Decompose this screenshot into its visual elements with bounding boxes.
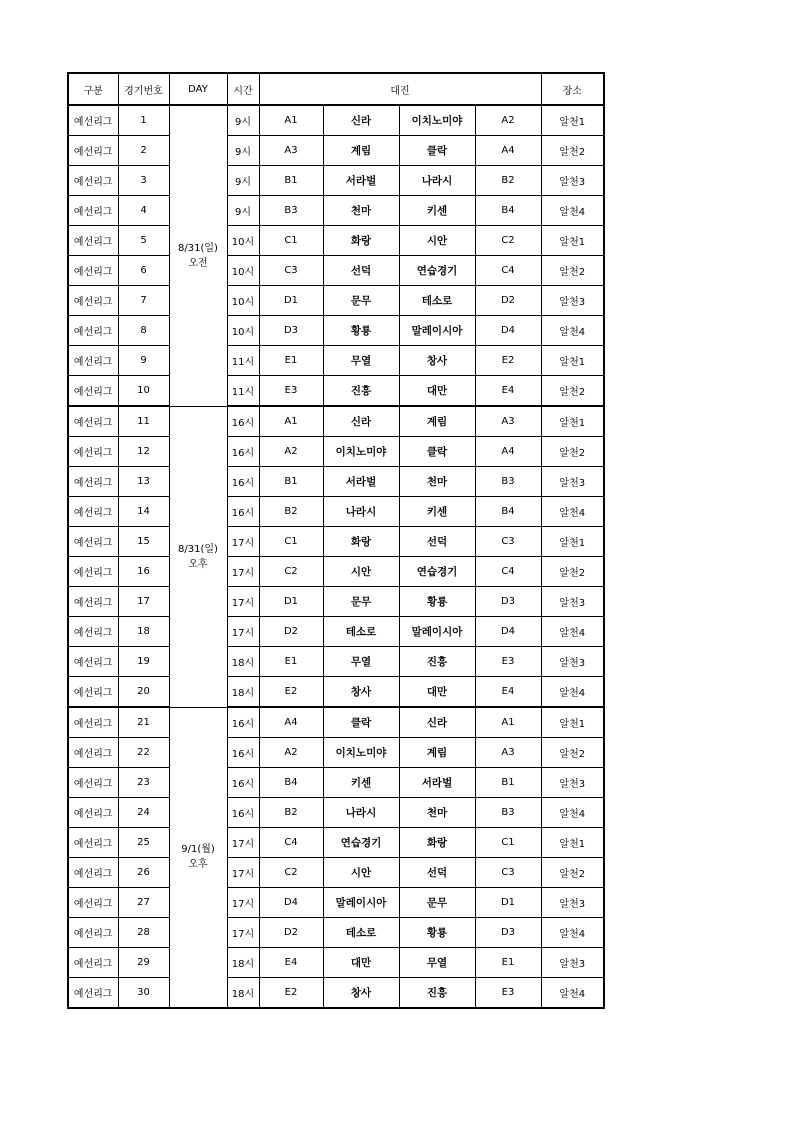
venue-cell: 알천4 [541,677,604,708]
time-cell: 16시 [227,768,259,798]
time-cell: 10시 [227,316,259,346]
category-cell: 예선리그 [68,166,118,196]
team-a-cell: 신라 [323,105,399,136]
team-b-cell: 키센 [399,196,475,226]
team-a-cell: 선덕 [323,256,399,286]
category-cell: 예선리그 [68,617,118,647]
schedule-body [68,105,604,1008]
day-cell [169,707,227,1008]
table-row [68,105,604,136]
seed-a-cell: E1 [259,346,323,376]
header-day: DAY [169,73,227,105]
team-b-cell: 이치노미야 [399,105,475,136]
category-cell: 예선리그 [68,467,118,497]
team-b-cell: 서라벌 [399,768,475,798]
match-no-cell: 18 [118,617,169,647]
match-no-cell: 23 [118,768,169,798]
team-b-cell: 선덕 [399,527,475,557]
team-b-cell: 대만 [399,677,475,708]
seed-b-cell: E4 [475,677,541,708]
table-row [68,617,604,647]
team-a-cell: 이치노미야 [323,437,399,467]
match-no-cell: 6 [118,256,169,286]
team-a-cell: 화랑 [323,527,399,557]
session-label: 오후 [188,558,208,570]
seed-a-cell: C2 [259,557,323,587]
team-a-cell: 문무 [323,587,399,617]
venue-cell: 알천2 [541,136,604,166]
venue-cell: 알천3 [541,768,604,798]
time-cell: 18시 [227,677,259,708]
venue-cell: 알천1 [541,226,604,256]
table-row [68,497,604,527]
team-a-cell: 황룡 [323,316,399,346]
team-b-cell: 황룡 [399,587,475,617]
table-row [68,918,604,948]
seed-a-cell: C3 [259,256,323,286]
time-cell: 10시 [227,226,259,256]
seed-b-cell: A4 [475,136,541,166]
team-b-cell: 나라시 [399,166,475,196]
schedule-table [67,72,605,1009]
team-b-cell: 진흥 [399,647,475,677]
header-category: 구분 [68,73,118,105]
category-cell: 예선리그 [68,136,118,166]
venue-cell: 알천4 [541,978,604,1009]
header-matchup: 대진 [259,73,541,105]
table-row [68,166,604,196]
category-cell: 예선리그 [68,105,118,136]
seed-a-cell: D4 [259,888,323,918]
seed-a-cell: E2 [259,978,323,1009]
match-no-cell: 8 [118,316,169,346]
team-a-cell: 천마 [323,196,399,226]
match-no-cell: 1 [118,105,169,136]
header-row [68,73,604,105]
table-row [68,647,604,677]
seed-b-cell: E1 [475,948,541,978]
category-cell: 예선리그 [68,256,118,286]
venue-cell: 알천4 [541,617,604,647]
seed-b-cell: A3 [475,406,541,437]
team-b-cell: 말레이시아 [399,316,475,346]
seed-a-cell: C2 [259,858,323,888]
table-row [68,858,604,888]
time-cell: 11시 [227,376,259,407]
team-a-cell: 서라벌 [323,467,399,497]
header-venue: 장소 [541,73,604,105]
category-cell: 예선리그 [68,828,118,858]
team-a-cell: 계림 [323,136,399,166]
team-b-cell: 테소로 [399,286,475,316]
team-b-cell: 클락 [399,136,475,166]
team-b-cell: 키센 [399,497,475,527]
team-b-cell: 천마 [399,467,475,497]
seed-a-cell: A1 [259,406,323,437]
team-a-cell: 서라벌 [323,166,399,196]
time-cell: 17시 [227,587,259,617]
venue-cell: 알천3 [541,166,604,196]
venue-cell: 알천3 [541,587,604,617]
time-cell: 10시 [227,286,259,316]
venue-cell: 알천2 [541,437,604,467]
time-cell: 17시 [227,828,259,858]
match-no-cell: 3 [118,166,169,196]
time-cell: 16시 [227,406,259,437]
venue-cell: 알천4 [541,497,604,527]
match-no-cell: 19 [118,647,169,677]
category-cell: 예선리그 [68,527,118,557]
match-no-cell: 24 [118,798,169,828]
venue-cell: 알천2 [541,557,604,587]
team-b-cell: 계림 [399,738,475,768]
team-a-cell: 시안 [323,557,399,587]
time-cell: 17시 [227,888,259,918]
category-cell: 예선리그 [68,798,118,828]
venue-cell: 알천1 [541,105,604,136]
seed-a-cell: A2 [259,437,323,467]
table-row [68,437,604,467]
time-cell: 11시 [227,346,259,376]
day-cell [169,406,227,707]
seed-b-cell: C1 [475,828,541,858]
category-cell: 예선리그 [68,316,118,346]
seed-b-cell: B3 [475,798,541,828]
match-no-cell: 21 [118,707,169,738]
category-cell: 예선리그 [68,707,118,738]
seed-a-cell: B2 [259,497,323,527]
team-a-cell: 시안 [323,858,399,888]
seed-a-cell: D2 [259,918,323,948]
team-a-cell: 테소로 [323,918,399,948]
category-cell: 예선리그 [68,437,118,467]
venue-cell: 알천3 [541,286,604,316]
seed-a-cell: B3 [259,196,323,226]
time-cell: 17시 [227,617,259,647]
seed-b-cell: A2 [475,105,541,136]
team-b-cell: 화랑 [399,828,475,858]
match-no-cell: 28 [118,918,169,948]
category-cell: 예선리그 [68,497,118,527]
venue-cell: 알천1 [541,707,604,738]
seed-b-cell: B1 [475,768,541,798]
team-a-cell: 무열 [323,647,399,677]
match-no-cell: 2 [118,136,169,166]
match-no-cell: 25 [118,828,169,858]
category-cell: 예선리그 [68,346,118,376]
session-label: 오전 [188,257,208,269]
team-b-cell: 선덕 [399,858,475,888]
time-cell: 9시 [227,196,259,226]
category-cell: 예선리그 [68,888,118,918]
table-row [68,527,604,557]
time-cell: 18시 [227,948,259,978]
category-cell: 예선리그 [68,286,118,316]
seed-b-cell: C3 [475,858,541,888]
seed-b-cell: D3 [475,918,541,948]
team-b-cell: 천마 [399,798,475,828]
seed-b-cell: C3 [475,527,541,557]
seed-b-cell: C4 [475,256,541,286]
seed-a-cell: B4 [259,768,323,798]
day-label: 9/1(월) [181,844,215,856]
team-a-cell: 문무 [323,286,399,316]
seed-a-cell: C1 [259,527,323,557]
seed-b-cell: A4 [475,437,541,467]
category-cell: 예선리그 [68,978,118,1009]
team-b-cell: 계림 [399,406,475,437]
time-cell: 17시 [227,858,259,888]
time-cell: 17시 [227,918,259,948]
time-cell: 16시 [227,437,259,467]
seed-b-cell: E2 [475,346,541,376]
category-cell: 예선리그 [68,858,118,888]
match-no-cell: 7 [118,286,169,316]
table-row [68,738,604,768]
category-cell: 예선리그 [68,196,118,226]
seed-a-cell: A3 [259,136,323,166]
venue-cell: 알천1 [541,828,604,858]
time-cell: 10시 [227,256,259,286]
match-no-cell: 13 [118,467,169,497]
match-no-cell: 10 [118,376,169,407]
match-no-cell: 27 [118,888,169,918]
time-cell: 16시 [227,798,259,828]
team-a-cell: 나라시 [323,798,399,828]
table-row [68,677,604,708]
seed-a-cell: E1 [259,647,323,677]
match-no-cell: 4 [118,196,169,226]
table-row [68,286,604,316]
day-cell [169,105,227,406]
team-b-cell: 황룡 [399,918,475,948]
team-a-cell: 신라 [323,406,399,437]
time-cell: 18시 [227,978,259,1009]
seed-b-cell: E4 [475,376,541,407]
match-no-cell: 22 [118,738,169,768]
venue-cell: 알천2 [541,738,604,768]
category-cell: 예선리그 [68,738,118,768]
time-cell: 16시 [227,707,259,738]
venue-cell: 알천4 [541,196,604,226]
time-cell: 18시 [227,647,259,677]
venue-cell: 알천2 [541,376,604,407]
session-label: 오후 [188,859,208,871]
match-no-cell: 29 [118,948,169,978]
seed-b-cell: D3 [475,587,541,617]
team-a-cell: 창사 [323,677,399,708]
category-cell: 예선리그 [68,406,118,437]
table-row [68,557,604,587]
table-row [68,196,604,226]
seed-a-cell: E4 [259,948,323,978]
table-row [68,406,604,437]
table-row [68,467,604,497]
seed-a-cell: D1 [259,286,323,316]
team-a-cell: 연습경기 [323,828,399,858]
category-cell: 예선리그 [68,376,118,407]
team-b-cell: 진흥 [399,978,475,1009]
time-cell: 17시 [227,557,259,587]
seed-a-cell: C1 [259,226,323,256]
match-no-cell: 20 [118,677,169,708]
seed-b-cell: B2 [475,166,541,196]
seed-a-cell: B1 [259,467,323,497]
seed-b-cell: A3 [475,738,541,768]
team-a-cell: 이치노미야 [323,738,399,768]
venue-cell: 알천3 [541,948,604,978]
table-row [68,768,604,798]
time-cell: 9시 [227,105,259,136]
seed-a-cell: A4 [259,707,323,738]
team-b-cell: 창사 [399,346,475,376]
match-no-cell: 9 [118,346,169,376]
seed-a-cell: B2 [259,798,323,828]
team-b-cell: 클락 [399,437,475,467]
match-no-cell: 11 [118,406,169,437]
seed-a-cell: D3 [259,316,323,346]
day-label: 8/31(일) [178,543,218,555]
category-cell: 예선리그 [68,587,118,617]
match-no-cell: 14 [118,497,169,527]
team-a-cell: 무열 [323,346,399,376]
team-a-cell: 창사 [323,978,399,1009]
match-no-cell: 30 [118,978,169,1009]
seed-a-cell: E3 [259,376,323,407]
table-row [68,707,604,738]
team-a-cell: 말레이시아 [323,888,399,918]
table-row [68,888,604,918]
table-row [68,256,604,286]
match-no-cell: 5 [118,226,169,256]
table-row [68,978,604,1009]
venue-cell: 알천3 [541,647,604,677]
match-no-cell: 17 [118,587,169,617]
match-no-cell: 26 [118,858,169,888]
seed-b-cell: D4 [475,316,541,346]
table-row [68,587,604,617]
seed-a-cell: D2 [259,617,323,647]
team-b-cell: 연습경기 [399,557,475,587]
time-cell: 16시 [227,467,259,497]
time-cell: 9시 [227,166,259,196]
team-a-cell: 클락 [323,707,399,738]
team-b-cell: 말레이시아 [399,617,475,647]
team-a-cell: 테소로 [323,617,399,647]
table-row [68,136,604,166]
table-row [68,226,604,256]
table-row [68,316,604,346]
time-cell: 16시 [227,497,259,527]
seed-b-cell: A1 [475,707,541,738]
venue-cell: 알천1 [541,406,604,437]
seed-b-cell: C2 [475,226,541,256]
table-row [68,828,604,858]
venue-cell: 알천3 [541,467,604,497]
team-a-cell: 화랑 [323,226,399,256]
seed-b-cell: E3 [475,647,541,677]
venue-cell: 알천2 [541,858,604,888]
seed-b-cell: D2 [475,286,541,316]
time-cell: 17시 [227,527,259,557]
venue-cell: 알천4 [541,316,604,346]
category-cell: 예선리그 [68,768,118,798]
table-row [68,798,604,828]
category-cell: 예선리그 [68,948,118,978]
team-b-cell: 문무 [399,888,475,918]
day-label: 8/31(일) [178,242,218,254]
venue-cell: 알천3 [541,888,604,918]
seed-a-cell: A2 [259,738,323,768]
category-cell: 예선리그 [68,226,118,256]
team-b-cell: 대만 [399,376,475,407]
seed-b-cell: E3 [475,978,541,1009]
seed-a-cell: A1 [259,105,323,136]
seed-b-cell: D1 [475,888,541,918]
category-cell: 예선리그 [68,647,118,677]
team-b-cell: 신라 [399,707,475,738]
team-a-cell: 진흥 [323,376,399,407]
seed-a-cell: C4 [259,828,323,858]
match-no-cell: 15 [118,527,169,557]
team-a-cell: 대만 [323,948,399,978]
match-no-cell: 16 [118,557,169,587]
table-row [68,948,604,978]
team-a-cell: 나라시 [323,497,399,527]
team-a-cell: 키센 [323,768,399,798]
time-cell: 16시 [227,738,259,768]
header-match-no: 경기번호 [118,73,169,105]
category-cell: 예선리그 [68,918,118,948]
venue-cell: 알천4 [541,918,604,948]
seed-b-cell: B3 [475,467,541,497]
match-no-cell: 12 [118,437,169,467]
category-cell: 예선리그 [68,557,118,587]
venue-cell: 알천1 [541,346,604,376]
team-b-cell: 시안 [399,226,475,256]
seed-a-cell: B1 [259,166,323,196]
seed-b-cell: B4 [475,196,541,226]
seed-b-cell: C4 [475,557,541,587]
time-cell: 9시 [227,136,259,166]
venue-cell: 알천1 [541,527,604,557]
seed-b-cell: B4 [475,497,541,527]
seed-b-cell: D4 [475,617,541,647]
header-time: 시간 [227,73,259,105]
seed-a-cell: D1 [259,587,323,617]
team-b-cell: 무열 [399,948,475,978]
venue-cell: 알천4 [541,798,604,828]
venue-cell: 알천2 [541,256,604,286]
category-cell: 예선리그 [68,677,118,708]
table-row [68,346,604,376]
team-b-cell: 연습경기 [399,256,475,286]
table-row [68,376,604,407]
seed-a-cell: E2 [259,677,323,708]
